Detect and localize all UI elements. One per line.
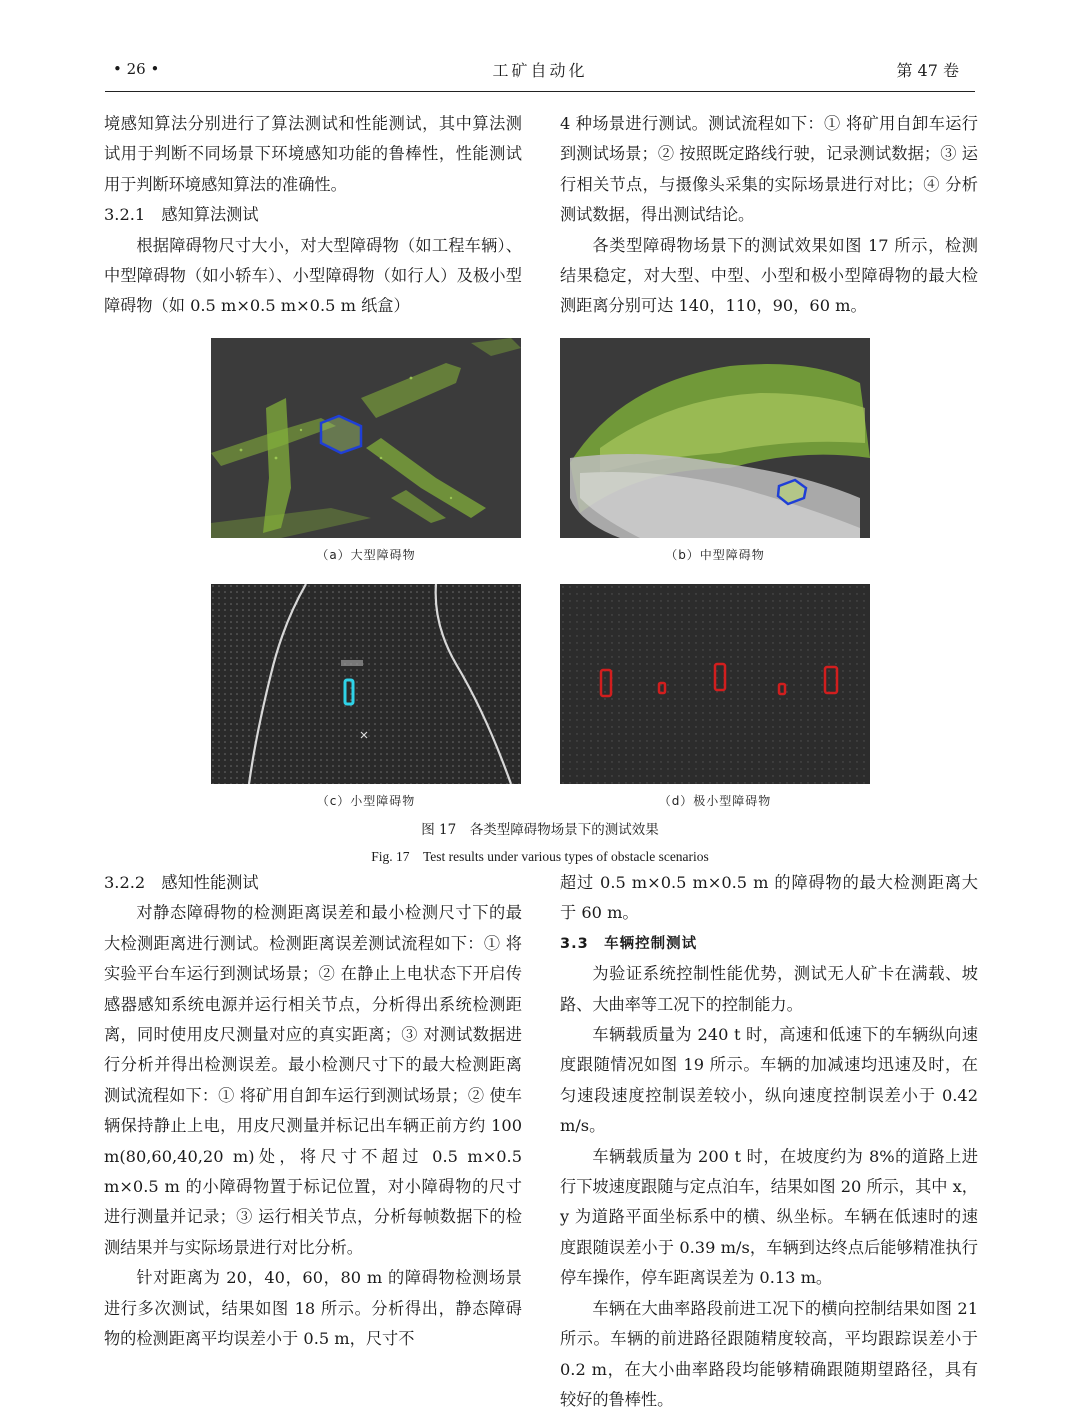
paragraph: 车辆载质量为 200 t 时，在坡度约为 8%的道路上进行下坡速度跟随与定点泊车，结果如图 20 所示，其中 x，y 为道路平面坐标系中的横、纵坐标。车辆在低速时的速度跟随误差小于 0.39 m/s，车辆到达终点后能够精准执行停车操作，停车距离误差为 0.13 m。 [560,1146,978,1288]
left-column-top [104,109,522,322]
journal-title: 工矿自动化 [492,61,588,80]
figure-caption-en: Fig. 17 Test results under various types of obstacle scenarios [371,849,709,864]
paragraph: 为验证系统控制性能优势，测试无人矿卡在满载、坡路、大曲率等工况下的控制能力。 [560,964,978,1014]
section-heading-3-2-2: 3.2.2 感知性能测试 [104,873,259,892]
paragraph: 对静态障碍物的检测距离误差和最小检测尺寸下的最大检测距离进行测试。检测距离误差测试流程如下：① 将实验平台车运行到测试场景；② 在静止上电状态下开启传感器感知系统电源并运行相关节点，分析得出系统检测距离，同时使用皮尺测量对应的真实距离；③ 对测试数据进行分析并得出检测误差。最小检测尺寸下的最大检测距离测试流程如下：① 将矿用自卸车运行到测试场景；② 使车辆保持静止上电，用皮尺测量并标记出车辆正前方约 100 m(80,60,40,20 m)处，将尺寸不超过 0.5 m×0.5 m×0.5 m 的小障碍物置于标记位置，对小障碍物的尺寸进行测量并记录；③ 运行相关节点，分析每帧数据下的检测结果并与实际场景进行对比分析。 [104,903,522,1257]
page-header [105,58,975,86]
subcaption-d: （d）极小型障碍物 [658,794,772,808]
section-heading-3-3: 3.3 车辆控制测试 [560,935,698,952]
paragraph: 根据障碍物尺寸大小，对大型障碍物（如工程车辆）、中型障碍物（如小轿车）、小型障碍物（如行人）及极小型障碍物（如 0.5 m×0.5 m×0.5 m 纸盒） [104,235,522,316]
paragraph: 4 种场景进行测试。测试流程如下：① 将矿用自卸车运行到测试场景；② 按照既定路线行驶，记录测试数据；③ 运行相关节点，与摄像头采集的实际场景进行对比；④ 分析测试数据，得出测试结论。 [560,114,978,225]
subcaption-a: （a）大型障碍物 [316,548,416,562]
volume-label: 第 47 卷 [896,61,959,80]
figure-panel-c [211,584,521,784]
figure-caption-cn: 图 17 各类型障碍物场景下的测试效果 [421,822,659,838]
right-column-top [560,109,978,322]
page-number: • 26 • [113,60,160,78]
figure-panel-b [560,338,870,538]
subcaption-b: （b）中型障碍物 [665,548,765,562]
right-column-bottom [560,868,978,1415]
section-heading-3-2-1: 3.2.1 感知算法测试 [104,205,259,225]
paragraph: 各类型障碍物场景下的测试效果如图 17 所示，检测结果稳定，对大型、中型、小型和极小型障碍物的最大检测距离分别可达 140，110，90，60 m。 [560,235,978,316]
subcaption-c: （c）小型障碍物 [316,794,416,808]
header-rule [105,91,975,92]
paragraph: 针对距离为 20，40，60，80 m 的障碍物检测场景进行多次测试，结果如图 18 所示。分析得出，静态障碍物的检测距离平均误差小于 0.5 m，尺寸不 [104,1268,522,1349]
paragraph: 境感知算法分别进行了算法测试和性能测试，其中算法测试用于判断不同场景下环境感知功能的鲁棒性，性能测试用于判断环境感知算法的准确性。 [104,114,522,194]
figure-panel-d [560,584,870,784]
figure-panel-a [211,338,521,538]
left-column-bottom [104,868,522,1355]
paragraph: 车辆在大曲率路段前进工况下的横向控制结果如图 21 所示。车辆的前进路径跟随精度较高，平均跟踪误差小于 0.2 m，在大小曲率路段均能够精确跟随期望路径，具有较好的鲁棒性。 [560,1298,978,1409]
paragraph: 超过 0.5 m×0.5 m×0.5 m 的障碍物的最大检测距离大于 60 m。 [560,873,978,923]
paragraph: 车辆载质量为 240 t 时，高速和低速下的车辆纵向速度跟随情况如图 19 所示。车辆的加减速均迅速及时，在匀速段速度控制误差较小，纵向速度控制误差小于 0.42 m/s。 [560,1025,978,1136]
